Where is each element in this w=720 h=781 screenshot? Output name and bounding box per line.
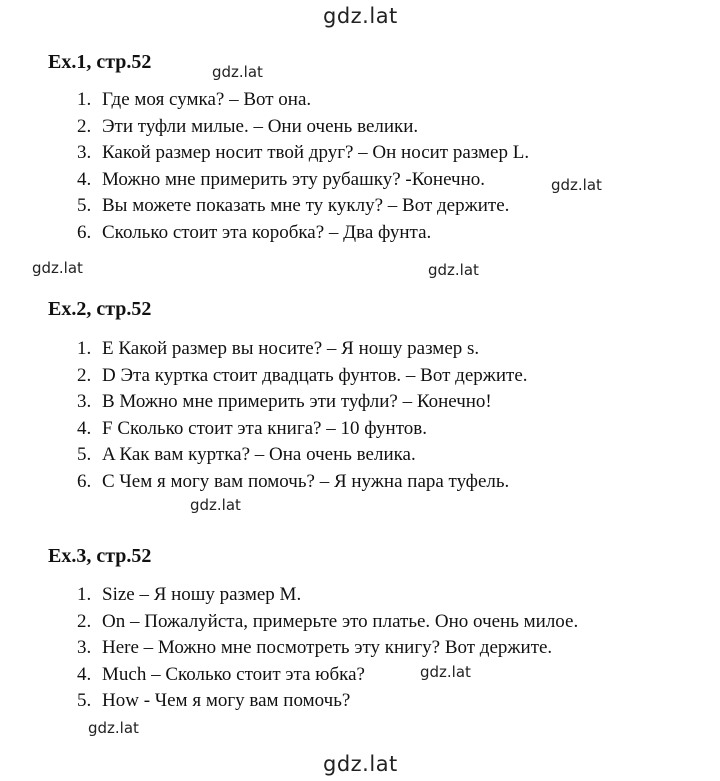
watermark-top: gdz.lat: [323, 4, 398, 28]
item-text: Сколько стоит эта коробка? – Два фунта.: [102, 221, 432, 243]
item-text: C Чем я могу вам помочь? – Я нужна пара туфель.: [102, 470, 510, 492]
watermark: gdz.lat: [551, 176, 602, 194]
item-text: D Эта куртка стоит двадцать фунтов. – Вот держите.: [102, 364, 528, 386]
watermark: gdz.lat: [212, 63, 263, 81]
item-number: 4.: [77, 663, 92, 685]
exercise-2-heading: Ex.2, стр.52: [48, 298, 152, 320]
exercise-3-heading: Ex.3, стр.52: [48, 545, 152, 567]
item-number: 1.: [77, 338, 92, 359]
watermark: gdz.lat: [190, 496, 241, 514]
item-text: Эти туфли милые. – Они очень велики.: [102, 115, 419, 137]
item-text: F Сколько стоит эта книга? – 10 фунтов.: [102, 417, 428, 439]
item-text: Size – Я ношу размер M.: [102, 584, 302, 605]
item-number: 3.: [77, 142, 92, 163]
item-number: 4.: [77, 168, 92, 190]
item-number: 3.: [77, 637, 92, 658]
item-text: B Можно мне примерить эти туфли? – Конечно!: [102, 391, 492, 412]
watermark: gdz.lat: [428, 261, 479, 279]
watermark: gdz.lat: [420, 663, 471, 681]
watermark-bottom: gdz.lat: [323, 752, 398, 776]
item-number: 4.: [77, 417, 92, 439]
item-number: 3.: [77, 391, 92, 412]
item-number: 1.: [77, 89, 92, 110]
item-text: A Как вам куртка? – Она очень велика.: [102, 444, 416, 465]
item-number: 6.: [77, 221, 92, 243]
item-text: Вы можете показать мне ту куклу? – Вот держите.: [102, 195, 510, 216]
item-text: E Какой размер вы носите? – Я ношу размер s.: [102, 338, 480, 359]
item-number: 5.: [77, 195, 92, 216]
item-text: Here – Можно мне посмотреть эту книгу? Вот держите.: [102, 637, 553, 658]
item-text: Какой размер носит твой друг? – Он носит размер L.: [102, 142, 530, 163]
item-text: On – Пожалуйста, примерьте это платье. Оно очень милое.: [102, 610, 579, 632]
item-number: 2.: [77, 610, 92, 632]
watermark: gdz.lat: [32, 259, 83, 277]
item-number: 6.: [77, 470, 92, 492]
item-text: Можно мне примерить эту рубашку? -Конечно.: [102, 168, 486, 190]
item-text: Где моя сумка? – Вот она.: [102, 89, 312, 110]
watermark: gdz.lat: [88, 719, 139, 737]
item-number: 2.: [77, 364, 92, 386]
item-text: How - Чем я могу вам помочь?: [102, 690, 351, 711]
item-number: 5.: [77, 444, 92, 465]
item-number: 1.: [77, 584, 92, 605]
item-text: Much – Сколько стоит эта юбка?: [102, 663, 365, 685]
item-number: 2.: [77, 115, 92, 137]
exercise-1-heading: Ex.1, стр.52: [48, 51, 152, 73]
item-number: 5.: [77, 690, 92, 711]
